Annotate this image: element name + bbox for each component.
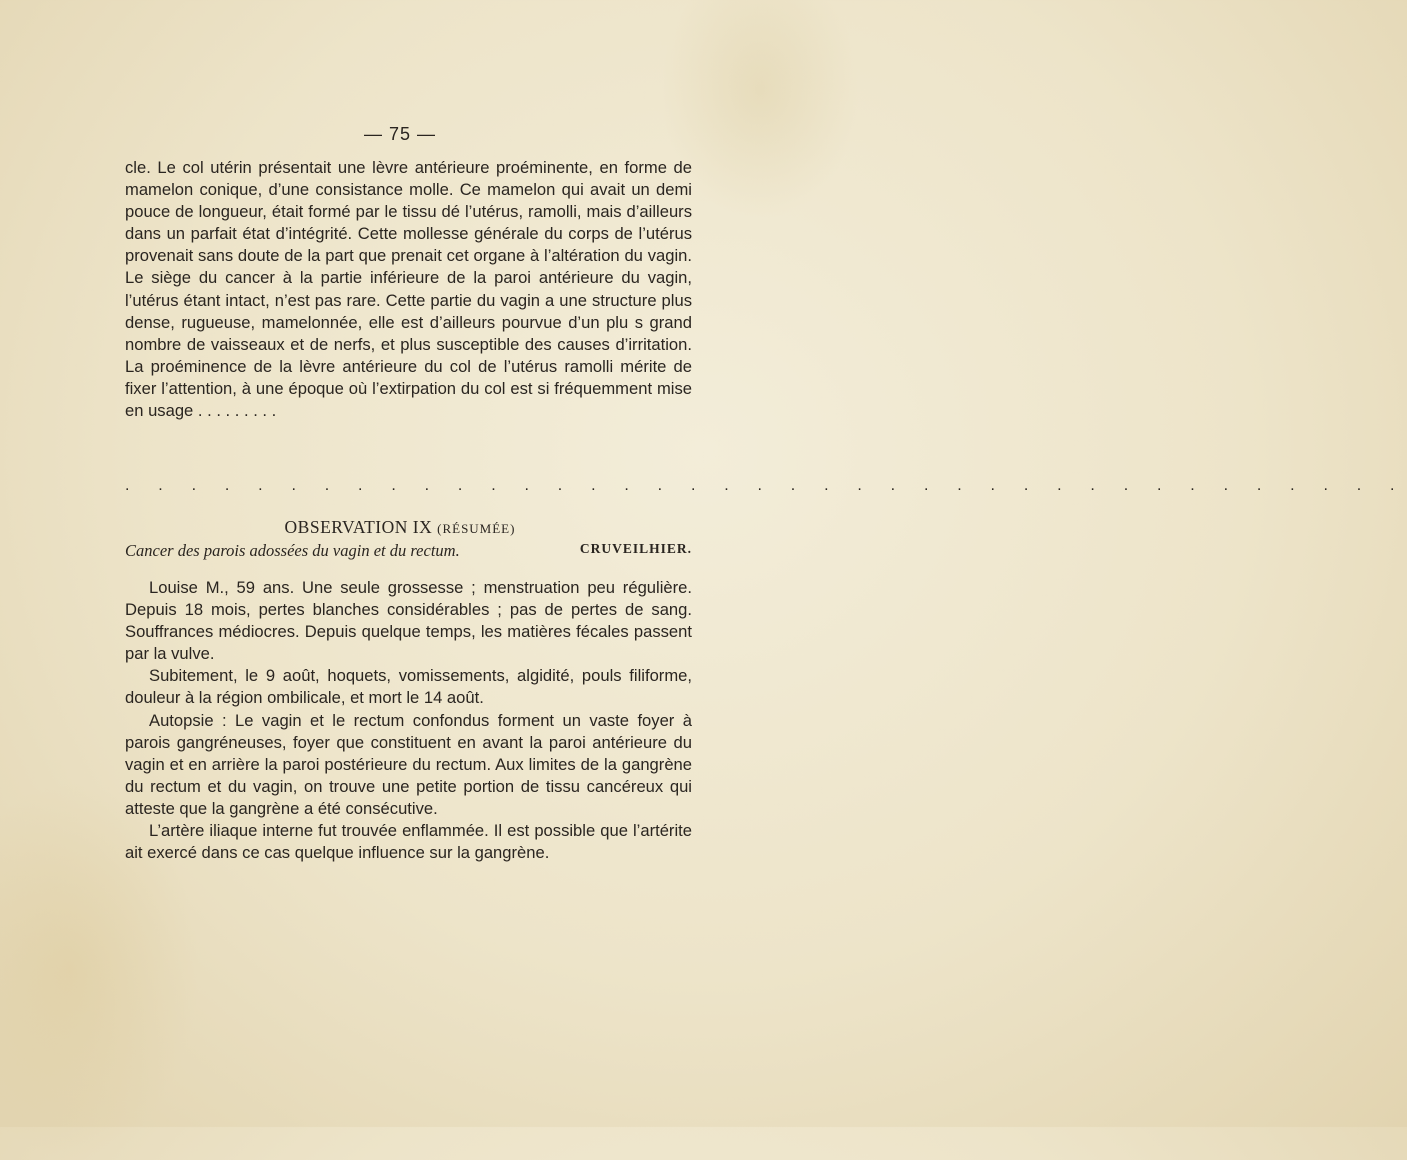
observation-title-note: (RÉSUMÉE): [437, 521, 516, 536]
observation-heading: [0, 517, 800, 538]
observation-subtitle-row: [125, 541, 692, 561]
paragraph-text: Subitement, le 9 août, hoquets, vomissements, algidité, pouls filiforme, douleur à la région ombilicale, et mort le 14 août.: [125, 666, 692, 708]
observation-title: OBSERVATION IX: [284, 517, 433, 537]
observation-subtitle: Cancer des parois adossées du vagin et du rectum.: [125, 541, 460, 560]
page-number: — 75 —: [363, 124, 437, 144]
dot-leader-line: . . . . . . . . . . . . . . . . . . . . . . . . . . . . . . . . . . . . . . .: [125, 477, 1407, 494]
paragraph-text: Louise M., 59 ans. Une seule grossesse ; menstruation peu régulière. Depuis 18 mois, pertes blanches considérables ; pas de pertes de sang. Souffrances médiocres. Depuis quelque temps, les matières fécales passent par la vulve.: [125, 578, 692, 664]
paragraph-continuation: [125, 157, 692, 422]
observation-author: CRUVEILHIER.: [579, 541, 692, 556]
paragraph-text: L’artère iliaque interne fut trouvée enflammée. Il est possible que l’artérite ait exercé dans ce cas quelque influence sur la gangrène.: [125, 821, 692, 863]
observation-body: [125, 577, 692, 864]
paragraph-text: cle. Le col utérin présentait une lèvre antérieure proéminente, en forme de mamelon conique, d’une consistance molle. Ce mamelon qui avait un demi pouce de longueur, était formé par le tissu dé l’utérus, ramolli, mais d’ailleurs dans un parfait état d’intégrité. Cette mollesse générale du corps de l’utérus provenait sans doute de la part que prenait cet organe à l’altération du vagin. Le siège du cancer à la partie inférieure de la paroi antérieure du vagin, l’utérus étant intact, n’est pas rare. Cette partie du vagin a une structure plus dense, rugueuse, mamelonnée, elle est d’ailleurs pourvue d’un plu s grand nombre de vaisseaux et de nerfs, et plus susceptible des causes d’irritation. La proéminence de la lèvre antérieure du col de l’utérus ramolli mérite de fixer l’attention, à une époque où l’extirpation du col est si fréquemment mise en usage . . . . . . . . .: [125, 158, 692, 421]
paragraph-text: Autopsie : Le vagin et le rectum confondus forment un vaste foyer à parois gangréneuses, foyer que constituent en avant la paroi antérieure du vagin et en arrière la paroi postérieure du rectum. Aux limites de la gangrène du rectum et du vagin, on trouve une petite portion de tissu cancéreux qui atteste que la gangrène a été consécutive.: [125, 710, 692, 818]
